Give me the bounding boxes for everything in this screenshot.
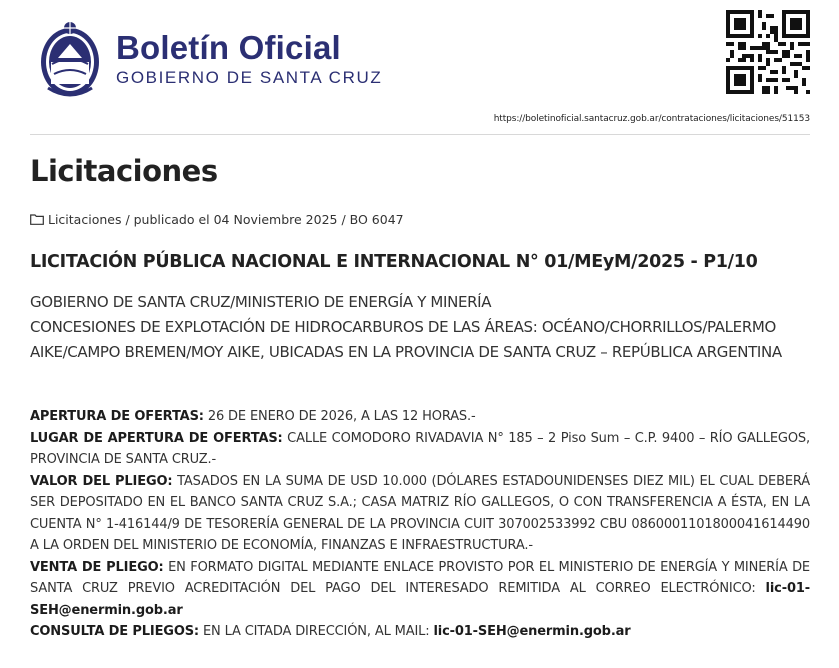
notice-heading: LICITACIÓN PÚBLICA NACIONAL E INTERNACIONAL N° 01/MEyM/2025 - P1/10 <box>30 252 758 272</box>
email-link[interactable]: lic-01-SEH@enermin.gob.ar <box>433 624 631 639</box>
notice-intro <box>30 290 815 365</box>
qr-code-icon <box>726 10 810 94</box>
brand[interactable] <box>116 30 382 88</box>
brand-title: Boletín Oficial <box>116 29 341 66</box>
item-label: CONSULTA DE PLIEGOS: <box>30 624 199 639</box>
item-valor <box>30 471 810 557</box>
meta-category-link[interactable]: Licitaciones <box>48 212 122 227</box>
item-text: EN LA CITADA DIRECCIÓN, AL MAIL: <box>198 624 434 639</box>
intro-line-2: CONCESIONES DE EXPLOTACIÓN DE HIDROCARBUROS DE LAS ÁREAS: OCÉANO/CHORRILLOS/PALERMO AIKE/CAMPO BREMEN/MOY AIKE, UBICADAS EN LA PROVINCIA DE SANTA CRUZ – REPÚBLICA ARGENTINA <box>30 318 782 361</box>
brand-subtitle: GOBIERNO DE SANTA CRUZ <box>116 68 383 87</box>
santa-cruz-coat-of-arms-logo[interactable] <box>38 18 102 100</box>
item-apertura <box>30 406 810 428</box>
meta-published: / publicado el 04 Noviembre 2025 / BO 6047 <box>121 212 404 227</box>
publication-meta <box>30 212 404 227</box>
item-text: CALLE COMODORO RIVADAVIA N° 185 – 2 Piso Sum – C.P. 9400 – RÍO GALLEGOS, PROVINCIA DE SANTA CRUZ.- <box>30 430 811 467</box>
item-text: EN FORMATO DIGITAL MEDIANTE ENLACE PROVISTO POR EL MINISTERIO DE ENERGÍA Y MINERÍA DE SANTA CRUZ PREVIO ACREDITACIÓN DEL PAGO DEL INTERESADO REMITIDA AL CORREO ELECTRÓNICO: <box>30 559 810 596</box>
notice-body <box>30 406 810 643</box>
item-venta <box>30 557 810 622</box>
item-label: VENTA DE PLIEGO: <box>30 559 164 575</box>
item-label: VALOR DEL PLIEGO: <box>30 473 173 489</box>
site-header <box>30 10 810 130</box>
item-lugar <box>30 428 810 471</box>
intro-line-1: GOBIERNO DE SANTA CRUZ/MINISTERIO DE ENERGÍA Y MINERÍA <box>30 293 492 311</box>
header-divider <box>30 134 810 135</box>
item-consulta <box>30 621 810 643</box>
email-link[interactable]: lic-01-SEH@enermin.gob.ar <box>30 581 810 618</box>
item-text: TASADOS EN LA SUMA DE USD 10.000 (DÓLARES ESTADOUNIDENSES DIEZ MIL) EL CUAL DEBERÁ SER DEPOSITADO EN EL BANCO SANTA CRUZ S.A.; CASA MATRIZ RÍO GALLEGOS, O CON TRANSFERENCIA A ÉSTA, EN LA CUENTA N° 1-416144/9 DE TESORERÍA GENERAL DE LA PROVINCIA CUIT 307002533992 CBU 0860001101800041614490 A LA ORDEN DEL MINISTERIO DE ECONOMÍA, FINANZAS E INFRAESTRUCTURA.- <box>30 473 811 553</box>
page-url[interactable]: https://boletinoficial.santacruz.gob.ar/contrataciones/licitaciones/51153 <box>493 114 810 124</box>
item-label: LUGAR DE APERTURA DE OFERTAS: <box>30 430 283 446</box>
item-text: 26 DE ENERO DE 2026, A LAS 12 HORAS.- <box>203 409 476 424</box>
folder-icon <box>30 214 44 225</box>
item-label: APERTURA DE OFERTAS: <box>30 409 204 424</box>
page-title: Licitaciones <box>30 154 218 188</box>
